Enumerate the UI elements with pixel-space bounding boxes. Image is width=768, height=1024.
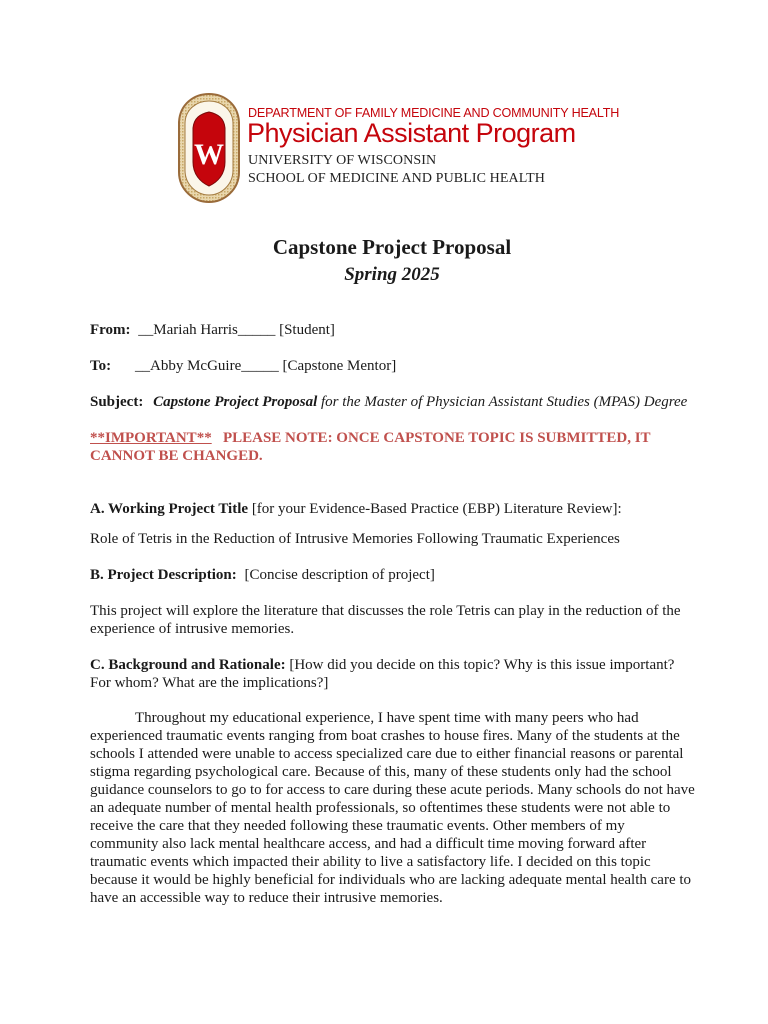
crest-letter: W [194, 138, 224, 171]
from-label: From: [90, 322, 131, 338]
document-title: Capstone Project Proposal [272, 235, 512, 259]
subject-line [90, 394, 687, 411]
to-value: __Abby McGuire_____ [Capstone Mentor] [135, 358, 397, 374]
warning-text: PLEASE NOTE: ONCE CAPSTONE TOPIC IS SUBMITTED, IT CANNOT BE CHANGED. [90, 430, 651, 464]
university-name: UNIVERSITY OF WISCONSIN [248, 153, 437, 168]
warning-tag: **IMPORTANT** [90, 430, 212, 446]
section-a-heading-line [90, 501, 622, 518]
from-line [90, 322, 335, 339]
to-label: To: [90, 358, 112, 374]
document-subtitle: Spring 2025 [344, 264, 440, 285]
subject-emphasis: Capstone Project Proposal [153, 394, 318, 410]
subject-rest: for the Master of Physician Assistant Studies (MPAS) Degree [321, 394, 688, 410]
university-crest-logo [176, 92, 242, 204]
from-value: __Mariah Harris_____ [Student] [138, 322, 335, 338]
school-name: SCHOOL OF MEDICINE AND PUBLIC HEALTH [248, 171, 545, 186]
section-a-hint: [for your Evidence-Based Practice (EBP) Literature Review]: [251, 501, 622, 517]
section-b-heading: B. Project Description: [90, 567, 237, 583]
important-warning [90, 429, 690, 465]
department-name: DEPARTMENT OF FAMILY MEDICINE AND COMMUNITY HEALTH [248, 106, 620, 120]
section-c-answer: Throughout my educational experience, I have spent time with many peers who had experienced traumatic events ranging from boat crashes to house fires. Many of the students at the schools I attended were unable to access specialized care due to either financial reasons or parental stigma regarding psychological care. Because of this, many of these students only had the school guidance counselors to go to for access to care during these acute periods. Many schools do not have an adequate number of mental health professionals, so oftentimes these students were not able to receive the care that they needed following these traumatic events. Other members of my community also lack mental healthcare access, and had a difficult time moving forward after traumatic events which impacted their ability to live a satisfactory life. I decided on this topic because it would be highly beneficial for individuals who are lacking adequate mental health care to have an accessible way to reduce their intrusive memories. [90, 710, 695, 906]
section-b-answer: This project will explore the literature that discusses the role Tetris can play in the reduction of the experience of intrusive memories. [90, 603, 681, 637]
program-name: Physician Assistant Program [247, 118, 576, 148]
to-line [90, 358, 396, 375]
section-b-hint: [Concise description of project] [244, 567, 435, 583]
section-a-heading: A. Working Project Title [90, 501, 249, 517]
subject-label: Subject: [90, 394, 144, 410]
section-b-heading-line [90, 567, 435, 584]
section-c-heading-line [90, 656, 696, 692]
section-c-hint: [How did you decide on this topic? Why is this issue important? For whom? What are the implications?] [90, 657, 675, 691]
section-c-heading: C. Background and Rationale: [90, 657, 286, 673]
section-a-answer: Role of Tetris in the Reduction of Intrusive Memories Following Traumatic Experiences [90, 531, 620, 547]
